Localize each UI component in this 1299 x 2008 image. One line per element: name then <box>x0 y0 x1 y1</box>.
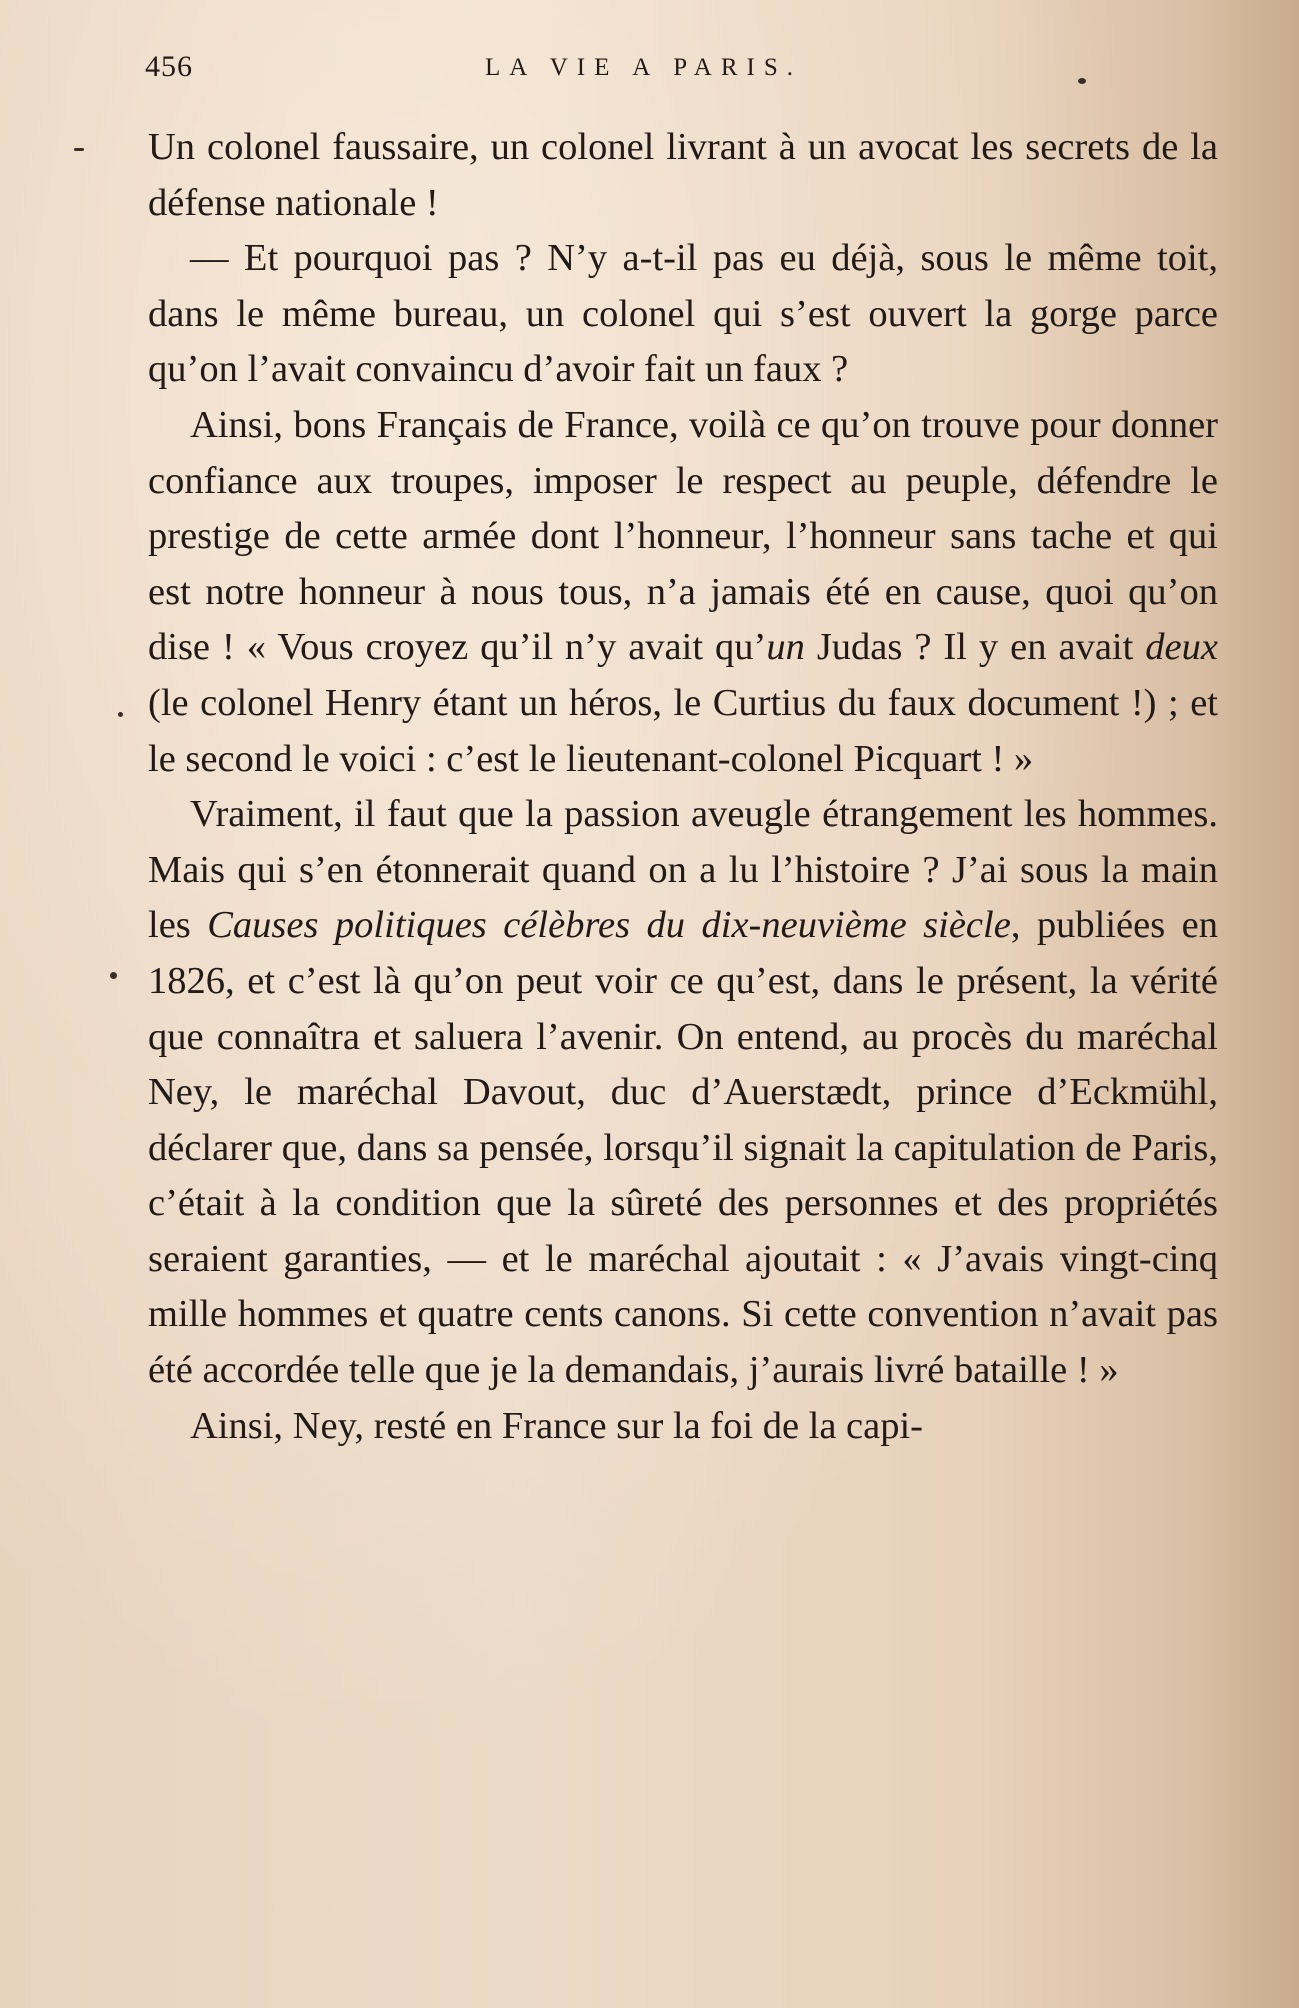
paragraph-4 <box>148 787 1218 1399</box>
paragraph-2: — Et pourquoi pas ? N’y a-t-il pas eu déjà, sous le même toit, dans le même bureau, un colonel qui s’est ouvert la gorge parce qu’on l’avait convaincu d’avoir fait un faux ? <box>148 237 1218 391</box>
page-number: 456 <box>145 50 193 83</box>
paragraph-4-text-a: Vraiment, il faut que la passion aveugle étrangement les hommes. Mais qui s’en étonnerait quand on a lu l’histoire ? J’ai sous la main les <box>148 793 1218 947</box>
print-speck <box>118 712 123 717</box>
paragraph-3-text-c: Judas ? Il y en avait <box>804 626 1146 669</box>
body-text <box>148 120 1218 1454</box>
paragraph-5: Ainsi, Ney, resté en France sur la foi de la capi- <box>190 1404 924 1447</box>
emphasis-deux: deux <box>1145 626 1218 669</box>
print-speck <box>1078 78 1086 84</box>
paragraph-1: Un colonel faussaire, un colonel livrant à un avocat les secrets de la défense nationale ! <box>148 126 1218 224</box>
print-speck <box>74 148 84 151</box>
running-head: LA VIE A PARIS. <box>485 54 803 81</box>
paragraph-3 <box>148 398 1218 787</box>
book-title-italic: Causes politiques célèbres du dix-neuvième siècle <box>207 904 1011 947</box>
paragraph-3-text-a: Ainsi, bons Français de France, voilà ce qu’on trouve pour donner confiance aux troupes, imposer le respect au peuple, défendre le prestige de cette armée dont l’honneur, l’honneur sans tache et qui est notre honneur à nous tous, n’a jamais été en cause, quoi qu’on dise ! « Vous croyez qu’il n’y avait qu’ <box>148 403 1218 669</box>
emphasis-un: un <box>766 626 805 669</box>
paragraph-3-text-e: (le colonel Henry étant un héros, le Curtius du faux document !) ; et le second le voici : c’est le lieutenant-colonel Picquart ! » <box>148 681 1218 780</box>
paragraph-4-text-c: , publiées en 1826, et c’est là qu’on peut voir ce qu’est, dans le présent, la vérité que connaîtra et saluera l’avenir. On entend, au procès du maréchal Ney, le maréchal Davout, duc d’Auerstædt, prince d’Eckmühl, déclarer que, dans sa pensée, lorsqu’il signait la capitulation de Paris, c’était à la condition que la sûreté des personnes et des propriétés seraient garanties, — et le maréchal ajoutait : « J’avais vingt-cinq mille hommes et quatre cents canons. Si cette convention n’avait pas été accordée telle que je la demandais, j’aurais livré bataille ! » <box>148 904 1218 1392</box>
print-speck <box>110 972 117 979</box>
page-header <box>145 50 1105 90</box>
